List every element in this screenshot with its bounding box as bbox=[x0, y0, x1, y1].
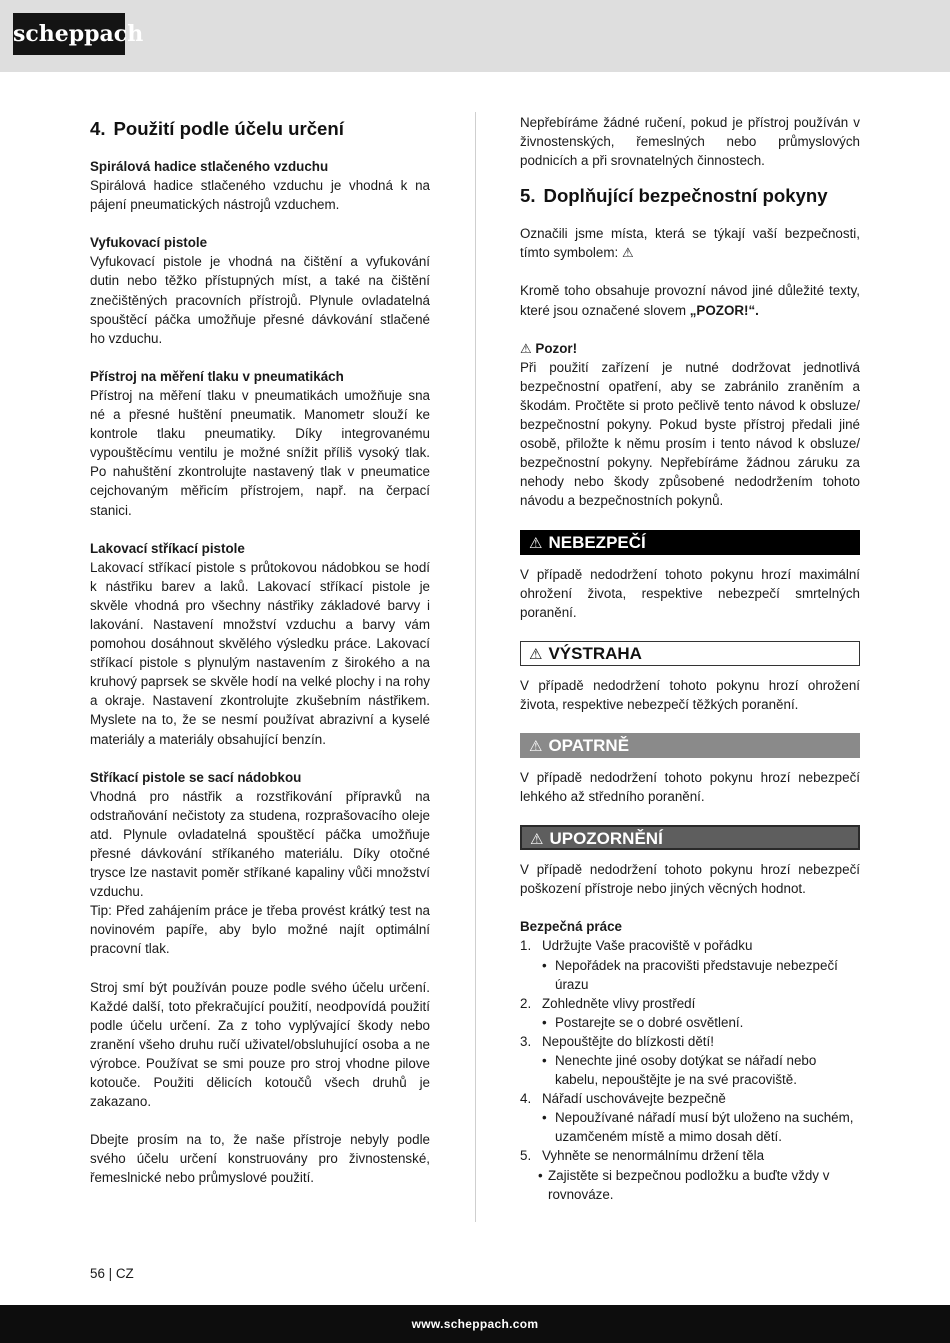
block-suction-gun bbox=[90, 768, 430, 959]
right-column bbox=[520, 113, 860, 1204]
left-column bbox=[90, 113, 430, 1188]
language-code: CZ bbox=[115, 1266, 134, 1281]
list-item bbox=[520, 936, 860, 993]
item-number: 2. bbox=[520, 995, 532, 1011]
block-text: Přístroj na měření tlaku v pneumatikách umožňuje sna né a přesné huštění pneumatik. Manometr slouží ke kontrole tlaku pneumatiky. Díky integrovanému vypouštěcímu ventilu je možné snížit příliš vysoký tlak. Po nahuštění zkontrolujte nastavený tlak v pneumatice cejchovaným měřicím přístrojem, např. na čerpací stanici. bbox=[90, 387, 430, 518]
item-subtext: Nenechte jiné osoby dotýkat se nářadí nebo kabelu, nepouštějte je na své pracoviště. bbox=[555, 1053, 817, 1088]
block-hose bbox=[90, 157, 430, 214]
hazard-label-text: UPOZORNĚNÍ bbox=[549, 829, 663, 849]
hazard-label-text: OPATRNĚ bbox=[548, 735, 630, 755]
commercial-use-paragraph: Dbejte prosím na to, že naše přístroje nebyly podle svého účelu určení konstruovány pro živnostenské, řemeslnické nebo průmyslové použití. bbox=[90, 1132, 430, 1186]
block-text: Lakovací stříkací pistole s průtokovou nádobkou se hodí k nástřiku barev a laků. Lakovací stříkací pistole je skvěle vhodná pro všechny nástřiky základové barvy i lakování. Nastavení množství vzduchu a barvy vám pomohou dosáhnout skvělého výsledku práce. Lakovací stříkací pistole s plynulým nastavením z širokého a na kruhový paprsek se skvěle hodí na velké plochy i na rohy a okraje. Nastavení zkontrolujte zkušebním nástřikem. Myslete na to, že se nesmí používat abrazivní a kyselé materiály a materiály obsahující benzín. bbox=[90, 559, 430, 747]
block-paint-gun bbox=[90, 539, 430, 749]
section-5-heading bbox=[520, 184, 860, 208]
list-item bbox=[520, 1089, 860, 1146]
pozor-title-text: Pozor! bbox=[535, 340, 578, 356]
warning-triangle-icon: ⚠ bbox=[621, 245, 634, 261]
pozor-intro-paragraph bbox=[520, 281, 860, 319]
hazard-notice-label bbox=[520, 825, 860, 850]
page-number: 56 | CZ bbox=[90, 1266, 134, 1281]
item-subtext: Nepoužívané nářadí musí být uloženo na suchém, uzamčeném místě a mimo dosah dětí. bbox=[555, 1110, 854, 1145]
pozor-word: „POZOR!“. bbox=[689, 302, 759, 318]
warning-triangle-icon: ⚠ bbox=[529, 737, 543, 755]
section-title: Doplňující bezpečnostní pokyny bbox=[543, 185, 828, 207]
hazard-notice-text: V případě nedodržení tohoto pokynu hrozí nebezpečí poškození přístroje nebo jiných věcných hodnot. bbox=[520, 862, 860, 897]
website-link[interactable]: www.scheppach.com bbox=[411, 1317, 539, 1331]
symbol-paragraph bbox=[520, 224, 860, 262]
block-title: Lakovací stříkací pistole bbox=[90, 540, 245, 556]
safe-work-list bbox=[520, 936, 860, 1203]
block-blow-gun bbox=[90, 233, 430, 348]
warning-triangle-icon: ⚠ bbox=[530, 831, 544, 849]
page-number-value: 56 bbox=[90, 1266, 105, 1281]
hazard-warning-label bbox=[520, 641, 860, 666]
block-text: Vyfukovací pistole je vhodná na čištění a vyfukování dutin nebo těžko přístupných míst, a také na čištění znečištěných pracovních přístrojů. Plynule ovladatelná spouštěcí páčka umožňuje přesné dávkování stlačené ho vzduchu. bbox=[90, 254, 430, 346]
item-number: 4. bbox=[520, 1091, 532, 1107]
hazard-warning-text: V případě nedodržení tohoto pokynu hrozí ohrožení života, respektive nebezpečí těžkých poranění. bbox=[520, 677, 860, 712]
pozor-title bbox=[520, 339, 860, 358]
safe-work-title: Bezpečná práce bbox=[520, 919, 622, 935]
bullet-icon: • bbox=[542, 1014, 547, 1030]
page-footer bbox=[0, 1305, 950, 1343]
hazard-label-text: NEBEZPEČÍ bbox=[548, 532, 646, 552]
bullet-icon: • bbox=[542, 957, 547, 973]
hazard-caution-text: V případě nedodržení tohoto pokynu hrozí nebezpečí lehkého až středního poranění. bbox=[520, 769, 860, 805]
bullet-icon: • bbox=[538, 1167, 543, 1183]
block-title: Vyfukovací pistole bbox=[90, 235, 208, 251]
column-divider bbox=[475, 112, 476, 1222]
warning-triangle-icon: ⚠ bbox=[520, 340, 532, 356]
block-title: Přístroj na měření tlaku v pneumatikách bbox=[90, 368, 344, 384]
hazard-danger-text: V případě nedodržení tohoto pokynu hrozí maximální ohrožení života, respektive nebezpečí smrtelných poranění. bbox=[520, 566, 860, 620]
pozor-intro-text: Kromě toho obsahuje provozní návod jiné důležité texty, které jsou označené slovem bbox=[520, 283, 860, 318]
page-header bbox=[0, 0, 950, 72]
block-text: Spirálová hadice stlačeného vzduchu je vhodná k na pájení pneumatických nástrojů vzduchem. bbox=[90, 178, 430, 213]
item-text: Vyhněte se nenormálnímu držení těla bbox=[542, 1148, 765, 1164]
bullet-icon: • bbox=[542, 1110, 547, 1126]
item-subtext: Zajistěte si bezpečnou podložku a buďte vždy v rovnováze. bbox=[548, 1167, 830, 1202]
block-tyre-gauge bbox=[90, 367, 430, 520]
section-number: 5. bbox=[520, 185, 536, 207]
item-text: Zohledněte vlivy prostředí bbox=[542, 995, 696, 1011]
warning-triangle-icon: ⚠ bbox=[529, 645, 543, 663]
pozor-text: Při použití zařízení je nutné dodržovat jednotlivá bezpečnostní opatření, aby se zabránilo zraněním a škodám. Pročtěte si proto pečlivě tento návod k obsluze/ bezpečnostní pokyny. Pokud byste přístroj předali jiné osobě, přiložte k němu prosím i tento návod k obsluze/ bezpečnostní pokyny. Nepřebíráme žádnou záruku za nehody nebo škody způsobené nedodržením tohoto návodu a bezpečnostních pokynů. bbox=[520, 359, 860, 509]
section-4-heading bbox=[90, 117, 430, 141]
warning-triangle-icon: ⚠ bbox=[529, 534, 543, 552]
block-text: Vhodná pro nástřik a rozstřikování přípravků na odstraňování nečistoty za studena, rozprašovacího oleje atd. Plynule ovladatelná spouštěcí páčka umožňuje přesné dávkování stříkaného materiálu. Díky otočné trysce lze nastavit poměr stříkané kapaliny vůči množství vzduchu. bbox=[90, 788, 430, 900]
item-number: 5. bbox=[520, 1148, 532, 1164]
list-item bbox=[520, 994, 860, 1032]
scheppach-logo: scheppach bbox=[13, 13, 125, 55]
list-item bbox=[520, 1146, 860, 1203]
symbol-text: Označili jsme místa, která se týkají vaší bezpečnosti, tímto symbolem: bbox=[520, 226, 860, 261]
block-tip: Tip: Před zahájením práce je třeba provést krátký test na novinovém papíře, aby bylo možné najít optimální pracovní tlak. bbox=[90, 903, 430, 957]
item-subtext: Postarejte se o dobré osvětlení. bbox=[555, 1014, 744, 1030]
hazard-danger-label bbox=[520, 530, 860, 555]
block-title: Spirálová hadice stlačeného vzduchu bbox=[90, 159, 329, 174]
intended-use-paragraph: Stroj smí být používán pouze podle svého účelu určení. Každé další, toto překračující použití, neodpovídá použití podle účelu určení. Za z toho vyplývající škody nebo zranění všeho druhu ručí uživatel/obsluhující osoba a ne výrobce. Používat se smi pouze pro stroj vhodne pilove kotouče. Použiti dělicích kotoučů všech druhů je zakazano. bbox=[90, 979, 430, 1110]
liability-paragraph: Nepřebíráme žádné ručení, pokud je přístroj používán v živnostenských, řemeslných nebo průmyslových podnicích a při srovnatelných činnostech. bbox=[520, 115, 860, 169]
item-subtext: Nepořádek na pracovišti představuje nebezpečí úrazu bbox=[555, 957, 838, 992]
list-item bbox=[520, 1032, 860, 1089]
block-title: Stříkací pistole se sací nádobkou bbox=[90, 769, 302, 785]
hazard-label-text: VÝSTRAHA bbox=[548, 643, 642, 663]
item-number: 1. bbox=[520, 938, 532, 954]
bullet-icon: • bbox=[542, 1053, 547, 1068]
item-text: Nářadí uschovávejte bezpečně bbox=[542, 1091, 726, 1107]
section-title: Použití podle účelu určení bbox=[113, 118, 344, 139]
hazard-caution-label bbox=[520, 733, 860, 758]
item-text: Nepouštějte do blízkosti dětí! bbox=[542, 1033, 714, 1049]
section-number: 4. bbox=[90, 118, 106, 139]
item-text: Udržujte Vaše pracoviště v pořádku bbox=[542, 938, 753, 954]
item-number: 3. bbox=[520, 1033, 532, 1049]
